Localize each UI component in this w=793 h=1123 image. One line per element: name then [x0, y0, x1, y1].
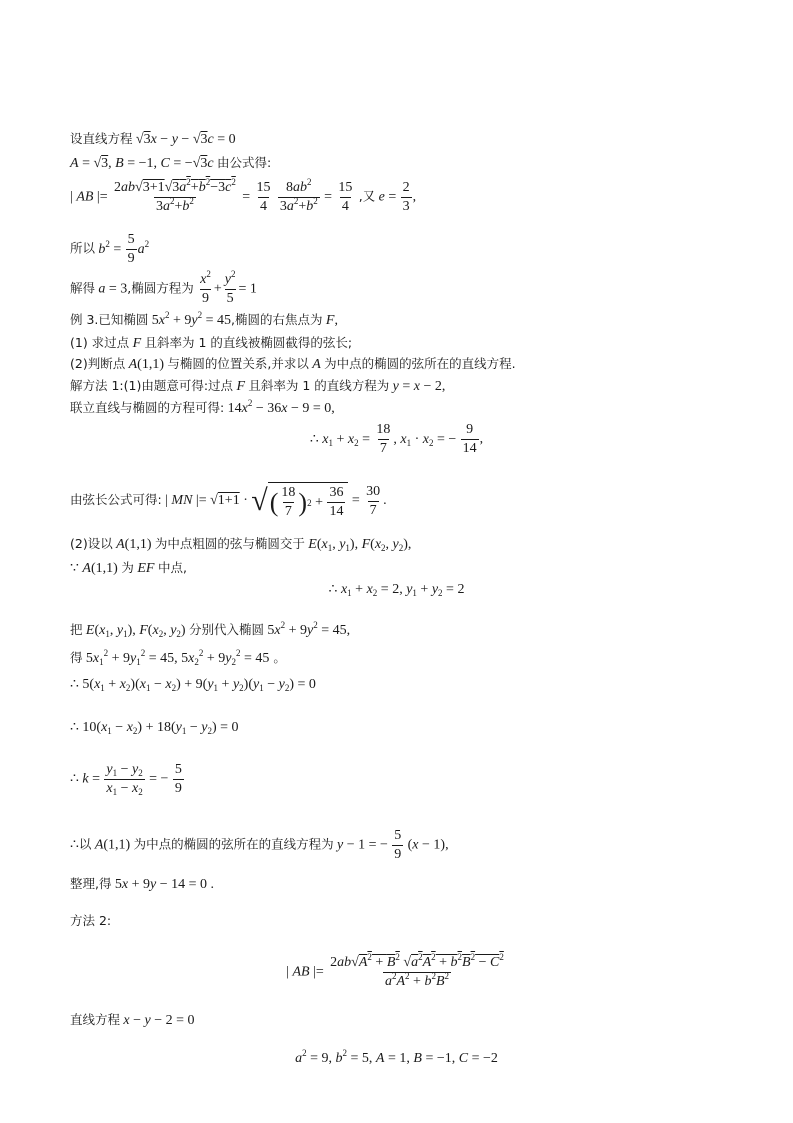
line-because-midpoint: ∵ A(1,1) 为 EF 中点, — [70, 560, 187, 576]
line-line-equation-2: 直线方程 x − y − 2 = 0 — [70, 1012, 195, 1028]
line-b-squared: 所以 $b^2$ = $\frac{5}{9}$ $a^2$ — [70, 232, 150, 266]
line-solve-ellipse: 解得 a = 3,椭圆方程为 $\frac{x^2}{9}$ + $\frac{y^2}{5}$ = 1 — [70, 269, 257, 306]
line-question-1: (1) 求过点 F 且斜率为 1 的直线被椭圆截得的弦长; — [70, 335, 353, 351]
line-set-line-equation: 设直线方程 √3x − y − √3c = 0 — [70, 131, 236, 147]
line-difference: ∴ $5(x_1 + x_2)(x_1 - x_2) + 9(y_1 + y_2)(y_1 - y_2) = 0$ — [70, 677, 316, 693]
line-slope: ∴ k = $\frac{y_1 - y_2}{x_1 - x_2}$ = − $\frac{5}{9}$ — [70, 762, 182, 797]
line-chord-equation: ∴以 A(1,1) 为中点的椭圆的弦所在的直线方程为 y − 1 = − $\frac{5}{9}$ (x − 1), — [70, 828, 449, 862]
line-combine-equations: 联立直线与椭圆的方程可得: $14x^2 - 36x - 9 = 0$, — [70, 398, 335, 416]
line-method-1: 解方法 1:(1)由题意可得:过点 F 且斜率为 1 的直线方程为 y = x − 2, — [70, 378, 446, 394]
line-example-3: 例 3.已知椭圆 $5x^2 + 9y^2 = 45$,椭圆的右焦点为 F, — [70, 310, 338, 328]
line-final-equation: 整理,得 5x + 9y − 14 = 0 . — [70, 876, 214, 892]
line-chord-length: 由弦长公式可得: | MN |= √1+1 · √ ( 18 7 ) 2 + 36 14 = $\frac{30}{7}$ . — [70, 483, 387, 519]
line-coefficients: A = √3, B = −1, C = −√3c 由公式得: — [70, 155, 272, 171]
line-ab-chord-formula: | AB |= $\frac{2ab√3+1√3a^2+b^2-3c^2}{3a^2+b^2}$ = $\frac{15}{4}$ $\frac{8ab^2}{3a^2+b^2}$ = $\frac{15}{4}$ ,又 e = $\frac{2}{3}$ , — [70, 177, 417, 214]
line-parameters: $a^2 = 9$, $b^2 = 5$, A = 1, B = −1, C = −2 — [295, 1048, 498, 1066]
line-vieta: ∴ $x_1 + x_2$ = $\frac{18}{7}$ , $x_1 \cdot x_2$ = − $\frac{9}{14}$ , — [309, 422, 484, 456]
line-substitute: 把 $E(x_1$, $y_1$), $F(x_2$, $y_2$) 分别代入椭圆 $5x^2 + 9y^2 = 45$, — [70, 620, 351, 639]
line-general-formula: | AB |= $\frac{2ab√A^2 + B^2 √a^2A^2 + b^2B^2 - C^2}{a^2A^2 + b^2B^2}$ — [286, 952, 504, 989]
line-method-2: 方法 2: — [70, 913, 112, 928]
line-question-2: (2)判断点 A(1,1) 与椭圆的位置关系,并求以 A 为中点的椭圆的弦所在的直线方程. — [70, 356, 516, 372]
line-get-equations: 得 $5x_1^2 + 9y_1^2 = 45$, $5x_2^2 + 9y_2^2 = 45$ 。 — [70, 648, 286, 667]
line-sums: ∴ $x_1 + x_2 = 2$, $y_1 + y_2 = 2$ — [328, 582, 465, 598]
line-simplified: ∴ $10(x_1 - x_2) + 18(y_1 - y_2) = 0$ — [70, 720, 239, 736]
line-set-midpoint: (2)设以 A(1,1) 为中点粗圆的弦与椭圆交于 $E(x_1$, $y_1$), $F(x_2$, $y_2$), — [70, 536, 412, 553]
